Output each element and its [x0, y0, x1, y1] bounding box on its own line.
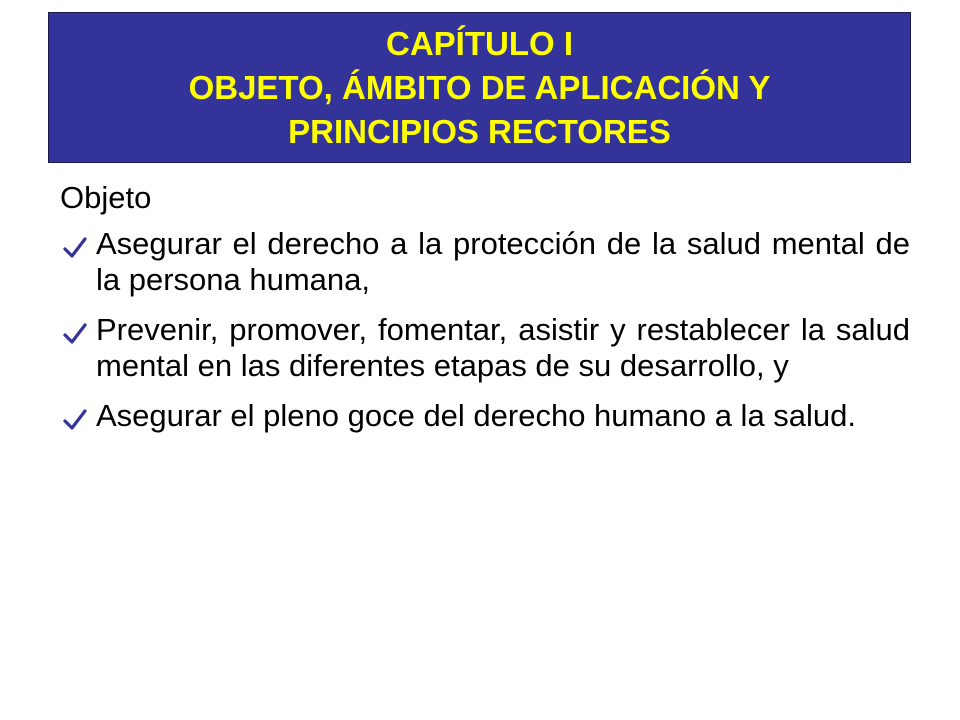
bullet-item	[60, 226, 910, 298]
chapter-subtitle-line-2: PRINCIPIOS RECTORES	[288, 112, 671, 150]
bullet-text: Asegurar el pleno goce del derecho humano a la salud.	[96, 398, 857, 433]
checkmark-icon	[62, 407, 88, 433]
bullet-text: Asegurar el derecho a la protección de la salud mental de la persona humana,	[96, 226, 910, 297]
bullet-item	[60, 312, 910, 384]
checkmark-icon	[62, 321, 88, 347]
bullet-list	[60, 226, 910, 434]
slide-body	[60, 178, 910, 448]
bullet-text: Prevenir, promover, fomentar, asistir y restablecer la salud mental en las diferentes etapas de su desarrollo, y	[96, 312, 910, 383]
bullet-item	[60, 398, 910, 434]
chapter-title: CAPÍTULO I	[386, 24, 573, 62]
checkmark-icon	[62, 235, 88, 261]
title-box	[48, 12, 911, 163]
section-heading: Objeto	[60, 180, 152, 215]
chapter-subtitle-line-1: OBJETO, ÁMBITO DE APLICACIÓN Y	[188, 68, 771, 106]
